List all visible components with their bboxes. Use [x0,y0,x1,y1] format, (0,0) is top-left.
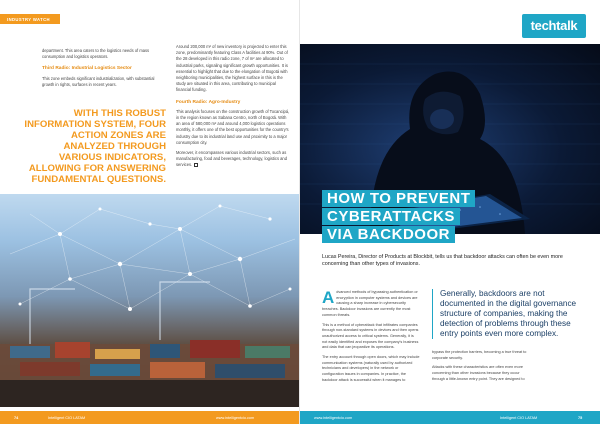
end-of-article-icon [194,163,198,167]
network-lines-graphic [0,194,300,407]
port-network-photo [0,194,300,407]
drop-cap: A [322,288,335,307]
headline-line-3: VIA BACKDOOR [322,226,455,243]
article-headline [322,190,475,244]
right-url: www.intelligentcio.com [314,415,353,420]
right-body-column-1 [322,290,420,388]
right-page [300,0,600,424]
left-folio-bar [0,411,300,424]
headline-line-1: HOW TO PREVENT [322,190,475,207]
right-folio-bar [300,411,600,424]
headline-line-2: CYBERATTACKS [322,208,460,225]
body-paragraph-5: Attacks with these characteristics are often even more concerning than other invasions because they occur through a little-known entry point. They are designed to [432,365,525,381]
body-paragraph-1-text: dvanced methods of bypassing authentication or encryption in computer systems and devices are causing a sharp increase in cybersecurity breaches. Backdoor invasions are currently the most common threats. [322,290,418,317]
section-tab: INDUSTRY WATCH [0,14,60,24]
body-paragraph-2: This is a method of cyberattack that infiltrates companies through non-standard systems in devices and then opens unauthorized access to critical systems. Generally, it is not easily identified and exposes the company's business and data that can jeopardize its operations. [322,322,419,350]
column-b-paragraph-3 [176,150,291,169]
left-page-number: 74 [14,415,19,420]
right-magazine-name: Intelligent CIO LATAM [500,415,538,420]
left-magazine-name: Intelligent CIO LATAM [48,415,86,420]
techtalk-logo: techtalk [522,14,586,38]
column-a-paragraph: This zone embeds significant industrialization, with substantial growth in rights, surfaces in recent years. [42,75,155,87]
column-a-subheading: Third Radio: Industrial Logistics Sector [42,66,132,72]
column-b-subheading: Fourth Radio: Agro-Industry [176,99,241,105]
right-pull-quote: Generally, backdoors are not documented in the digital governance structure of companies, making the detection of problems through these entry points even more complex. [432,289,584,339]
column-b-paragraph-2: This analysis focuses on the construction growth of Tocancipá, in the region known as Sabana Centro, north of Bogotá. With an area of 580,000 m² and around 4,000 logistics operations monthly, it offers one of the best opportunities for the country's industry due to its industrial land use and proximity to a major consumption city. [176,108,290,145]
left-url: www.intelligentcio.com [216,415,255,420]
column-b-paragraph-1: Around 200,000 m² of new inventory is projected to enter this zone, predominantly featuring Class A facilities at 90%. Out of the 28 developed in this radio zone, 7 of m² are allocated to industrial parks, signaling significant growth opportunities. It is essential to highlight that due to the elongation of Bogotá with neighboring municipalities, the highest surface in this is the study are situated in this area, contributing to municipal financial funding. [176,44,288,93]
left-column-a [42,48,160,92]
column-b-paragraph-3-text: Moreover, it encompasses various industrial sectors, such as manufacturing, food and beverages, technology, logistics and services. [176,150,287,168]
right-page-number: 75 [578,415,583,420]
left-pull-quote: WITH THIS ROBUST INFORMATION SYSTEM, FOUR ACTION ZONES ARE ANALYZED THROUGH VARIOUS INDICATORS, ALLOWING FOR ANSWERING FUNDAMENTAL QUESTIONS. [24,108,166,185]
body-paragraph-4: bypass the protection barriers, becoming a true threat to corporate security. [432,350,527,360]
left-column-b [176,44,291,173]
column-a-intro: department. This area caters to the logistics needs of mass consumption and logistics operators. [42,48,150,60]
right-body-column-2 [432,350,532,387]
article-dek: Lucas Pereira, Director of Products at Blockbit, tells us that backdoor attacks can often be even more concerning than other types of invasions. [322,254,563,268]
body-paragraph-3: The entry account through open doors, which may include communication systems (naturally used by authorized technicians and developers) in the network or configuration issues in companies. In practice, the backdoor attack is successful when it manages to [322,355,420,382]
body-paragraph-1 [322,290,420,319]
